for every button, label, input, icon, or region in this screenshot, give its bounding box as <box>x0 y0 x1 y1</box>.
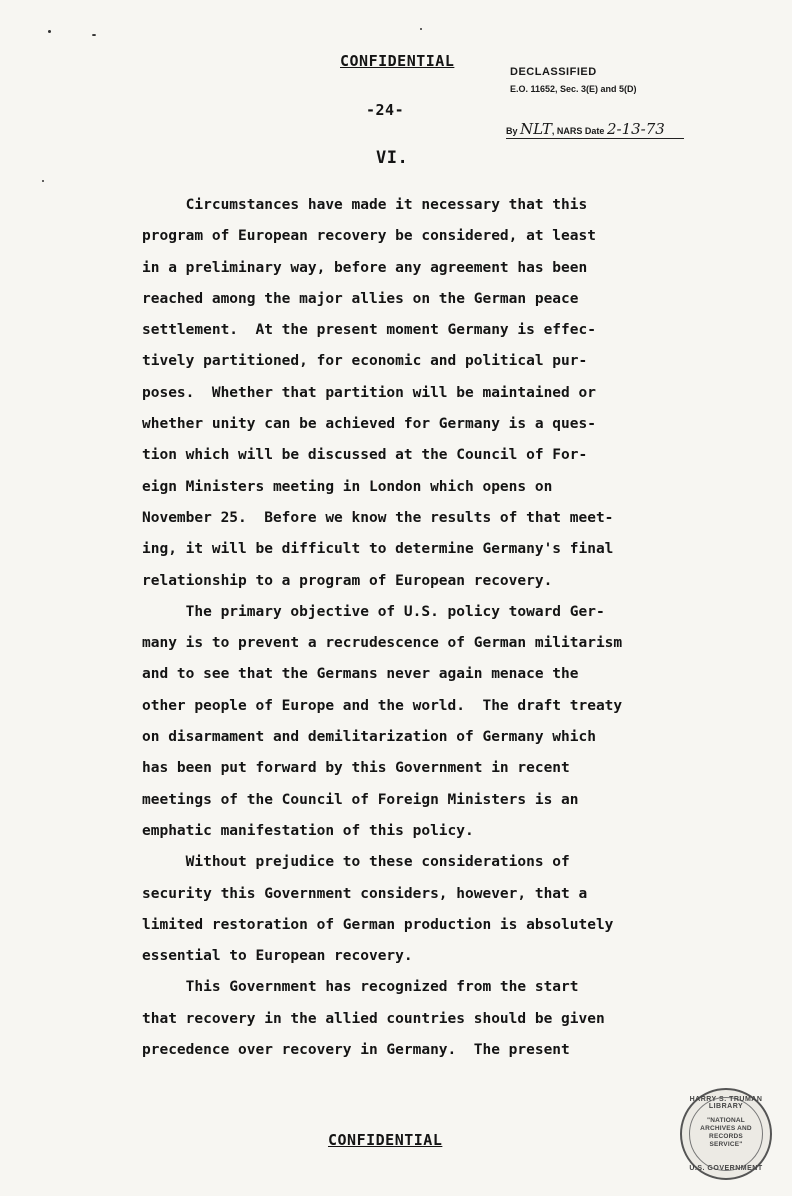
body-line: meetings of the Council of Foreign Ministers is an <box>142 791 579 808</box>
body-line: on disarmament and demilitarization of Germany which <box>142 729 596 746</box>
body-line: poses. Whether that partition will be maintained or <box>142 384 596 401</box>
body-line: emphatic manifestation of this policy. <box>142 822 474 839</box>
body-line: tion which will be discussed at the Council of For- <box>142 447 588 464</box>
classification-header: CONFIDENTIAL <box>340 52 455 70</box>
body-line: reached among the major allies on the German peace <box>142 290 579 307</box>
archive-seal <box>680 1088 772 1180</box>
body-line: and to see that the Germans never again menace the <box>142 666 579 683</box>
body-line: other people of Europe and the world. The draft treaty <box>142 697 623 714</box>
body-line: settlement. At the present moment Germany is effec- <box>142 322 596 339</box>
body-line: that recovery in the allied countries should be given <box>142 1010 605 1027</box>
declass-date: 2-13-73 <box>606 120 665 138</box>
body-line: security this Government considers, however, that a <box>142 885 588 902</box>
declassified-label: DECLASSIFIED <box>510 66 597 78</box>
body-line: limited restoration of German production is absolutely <box>142 916 614 933</box>
body-text <box>142 190 702 1066</box>
body-line: essential to European recovery. <box>142 948 413 965</box>
body-line: The primary objective of U.S. policy toward Ger- <box>142 603 605 620</box>
body-line: This Government has recognized from the start <box>142 979 579 996</box>
date-label: NARS Date <box>556 126 605 136</box>
section-number: VI. <box>376 148 409 168</box>
body-line: in a preliminary way, before any agreement has been <box>142 259 588 276</box>
page-number: -24- <box>366 101 405 119</box>
body-line: whether unity can be achieved for Germany is a ques- <box>142 416 596 433</box>
by-prefix: By <box>506 126 518 136</box>
declass-byline: By NLT, NARS Date 2-13-73 <box>506 120 684 139</box>
classification-footer: CONFIDENTIAL <box>328 1131 443 1149</box>
by-initials: NLT <box>520 120 552 138</box>
body-line: relationship to a program of European recovery. <box>142 572 553 589</box>
scan-speck <box>420 28 422 30</box>
seal-arc-bottom: U.S. GOVERNMENT <box>689 1165 763 1172</box>
scan-speck <box>92 34 96 36</box>
body-line: Circumstances have made it necessary that this <box>142 197 588 213</box>
body-line: November 25. Before we know the results of that meet- <box>142 509 614 526</box>
body-line: tively partitioned, for economic and political pur- <box>142 353 588 370</box>
body-line: precedence over recovery in Germany. The present <box>142 1042 570 1059</box>
body-line: has been put forward by this Government in recent <box>142 760 570 777</box>
body-line: many is to prevent a recrudescence of German militarism <box>142 635 623 652</box>
body-line: eign Ministers meeting in London which opens on <box>142 478 553 495</box>
scan-speck <box>48 30 51 33</box>
body-line: program of European recovery be considered, at least <box>142 228 596 245</box>
declassification-stamp <box>506 66 680 138</box>
scan-speck <box>42 180 44 182</box>
body-line: ing, it will be difficult to determine Germany's final <box>142 541 614 558</box>
body-line: Without prejudice to these considerations of <box>142 854 570 871</box>
declass-authority: E.O. 11652, Sec. 3(E) and 5(D) <box>510 84 637 94</box>
seal-center-text: "NATIONAL ARCHIVES AND RECORDS SERVICE" <box>700 1117 752 1148</box>
seal-arc-top: HARRY S. TRUMAN LIBRARY <box>689 1096 763 1110</box>
